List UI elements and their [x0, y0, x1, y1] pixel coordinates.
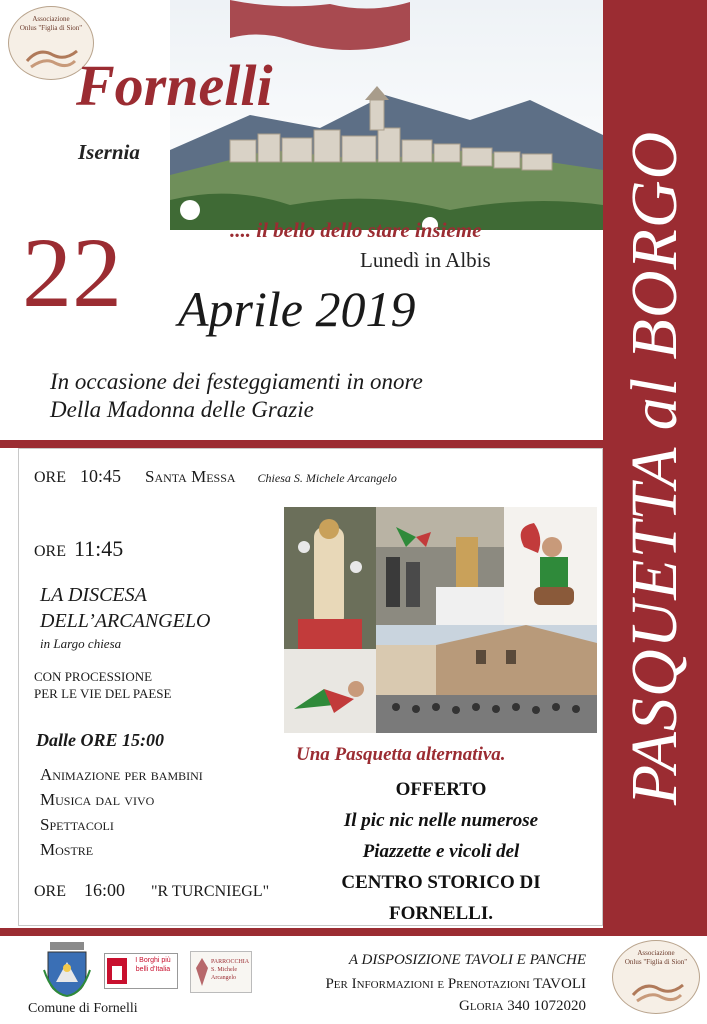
contact-info: Gloria 340 1072020	[459, 998, 586, 1014]
intro-line-1: In occasione dei festeggiamenti in onore	[50, 369, 423, 394]
association-logo-footer	[612, 940, 700, 1014]
time-label: 10:45	[80, 466, 122, 486]
event-day-number: 22	[22, 217, 122, 328]
activity-item: Musica dal vivo	[40, 790, 155, 809]
extra-line-2: PER LE VIE DEL PAESE	[34, 686, 172, 701]
schedule-item-2-time	[34, 536, 123, 562]
parish-logo-text: PARROCCHIA S. Michele Arcangelo	[211, 959, 249, 981]
ore-label: ORE	[34, 543, 66, 560]
event-month-year: Aprile 2019	[178, 281, 416, 337]
crowd-square-photo	[376, 625, 597, 733]
association-name: Associazione	[637, 949, 675, 957]
side-banner-title: PASQUETTA al BORGO	[618, 130, 691, 806]
divider-band	[0, 440, 603, 448]
offer-line-2: Il pic nic nelle numerose	[343, 810, 539, 831]
city-subtitle: Isernia	[78, 140, 140, 164]
alternative-note: Una Pasquetta alternativa.	[296, 744, 506, 765]
association-name: Associazione	[32, 15, 70, 23]
comune-label: Comune di Fornelli	[28, 1001, 138, 1016]
schedule-item-2-extra	[34, 668, 171, 702]
hands-logo	[25, 41, 79, 71]
ore-label: ORE	[34, 883, 66, 900]
offer-line-5: FORNELLI.	[389, 903, 493, 924]
offer-line-3: Piazzette e vicoli del	[362, 841, 520, 862]
time-label: 16:00	[84, 880, 126, 900]
borghi-logo-text: I Borghi più belli d'Italia	[135, 957, 171, 973]
event-title-line-2: DELL’ARCANGELO	[40, 610, 211, 632]
activity-item: Spettacoli	[40, 815, 114, 834]
schedule-item-2-title	[40, 582, 210, 634]
activity-item: Animazione per bambini	[40, 765, 203, 784]
event-title-line-1: LA DISCESA	[40, 584, 147, 606]
afternoon-heading: Dalle ORE 15:00	[36, 730, 164, 750]
coat-of-arms-icon	[42, 940, 92, 998]
event-day-name: Lunedì in Albis	[360, 248, 491, 272]
activities-list	[40, 762, 203, 862]
angel-child-photo	[504, 507, 597, 625]
place-label: Chiesa S. Michele Arcangelo	[257, 471, 397, 485]
time-label: 11:45	[74, 536, 124, 561]
borghi-logo-icon	[107, 958, 127, 984]
intro-line-2: Della Madonna delle Grazie	[50, 397, 314, 422]
activity-item: Mostre	[40, 840, 94, 859]
extra-line-1: CON PROCESSIONE	[34, 669, 153, 684]
association-subname: Onlus "Figlia di Sion"	[19, 24, 83, 32]
tagline: .... il bello dello stare insieme	[230, 218, 482, 242]
parish-logo-icon	[194, 956, 210, 988]
intro-text	[50, 368, 423, 424]
schedule-item-1	[34, 466, 397, 487]
madonna-statue-photo	[284, 507, 376, 649]
photo-collage	[284, 507, 597, 733]
parish-logo	[190, 951, 252, 993]
booking-info: Per Informazioni e Prenotazioni TAVOLI	[325, 976, 586, 992]
schedule-item-4	[34, 880, 269, 901]
page-title: Fornelli	[76, 53, 273, 118]
ore-label: ORE	[34, 469, 66, 486]
event-label: Santa Messa	[145, 467, 236, 486]
association-subname: Onlus "Figlia di Sion"	[624, 958, 688, 966]
tables-note: A DISPOSIZIONE TAVOLI E PANCHE	[348, 952, 586, 968]
archangel-descent-photo	[284, 649, 376, 733]
procession-photo	[376, 507, 504, 625]
footer-band	[0, 928, 707, 936]
borghi-logo	[104, 953, 178, 989]
event-label: "R TURCNIEGL"	[151, 883, 270, 900]
offer-heading: OFFERTO	[395, 779, 487, 800]
event-place: in Largo chiesa	[40, 636, 122, 651]
hands-logo	[631, 975, 685, 1005]
offer-line-4: CENTRO STORICO DI	[341, 872, 541, 893]
offer-text	[296, 774, 586, 929]
